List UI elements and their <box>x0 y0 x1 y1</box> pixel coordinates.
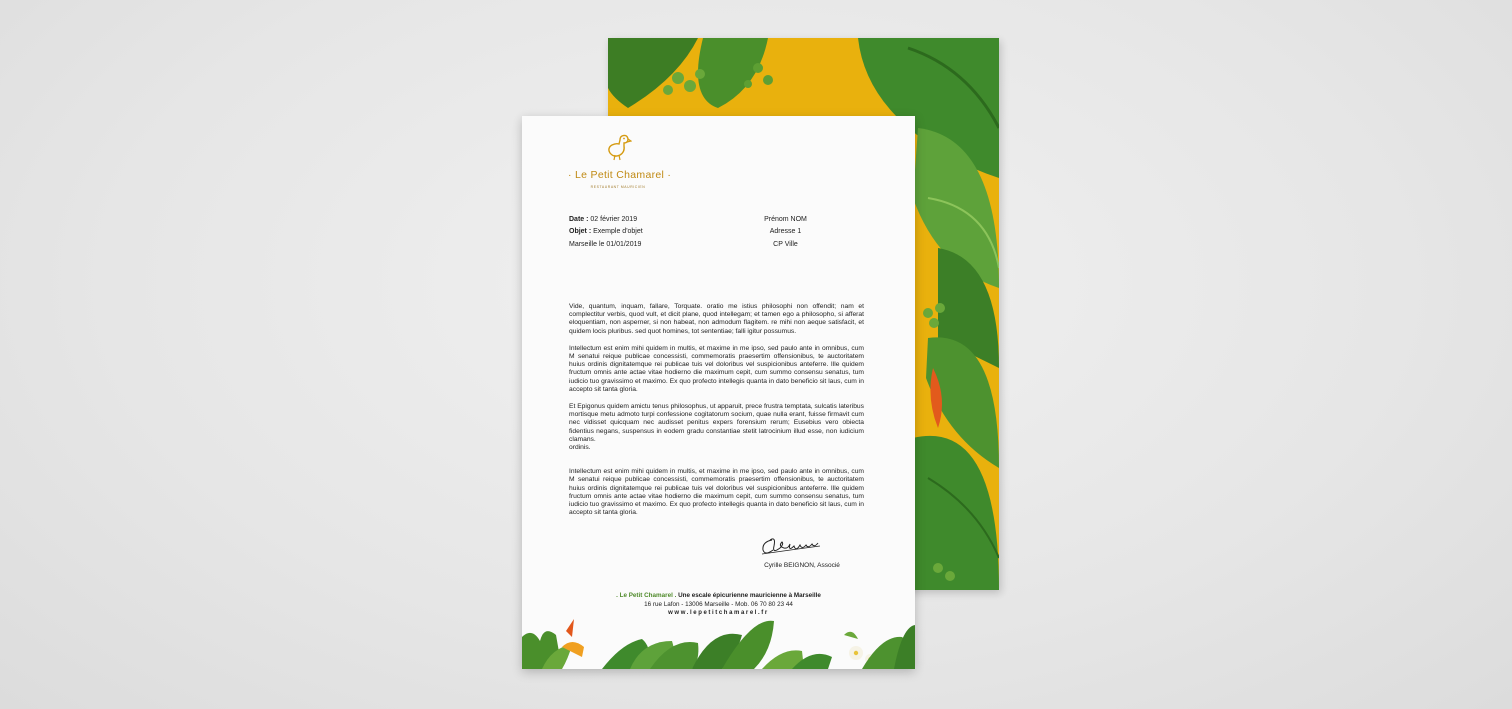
paragraph-2: Intellectum est enim mihi quidem in multis, et maxime in me ipso, sed paulo ante in omnibus, cum M senatui reique publicae concessisti, commemoratis praesertim offensionibus, te auctoritatem huius ordinis dignitatemque rei publicae tuis vel doloribus vel suspicionibus anteferre. Ille quidem fructum omnis ante actae vitae hodierno die maximum cepit, cum summo consensu senatus, tum iudicio tuo gravissimo et maximo. Ex quo profecto intellegis quanta in dato beneficio sit laus, cum in accepto sit tanta gloria. <box>569 344 864 393</box>
letter-footer <box>522 592 915 618</box>
dodo-bird-icon <box>604 132 632 162</box>
paragraph-1: Vide, quantum, inquam, fallare, Torquate. oratio me istius philosophi non offendit; nam et complectitur verbis, quod vult, et dicit plane, quod intellegam; et tamen ego a philosopho, si afferat eloquentiam, non asperner, si non habeat, non admodum flagitem. re mihi non aeque satisfacit, et quidem locis pluribus. sed quot homines, tot sententiae; falli igitur possumus. <box>569 303 864 335</box>
date-label: Date : <box>569 216 589 223</box>
letter-body <box>569 303 864 526</box>
tropical-leaves-border <box>522 617 915 669</box>
objet-value: Exemple d'objet <box>591 228 643 236</box>
footer-tagline: Une escale épicurienne mauricienne à Marseille <box>676 592 821 599</box>
letterhead-page <box>522 116 915 669</box>
date-line <box>569 214 643 226</box>
logo-name: · Le Petit Chamarel · <box>568 169 672 181</box>
place-date: Marseille le 01/01/2019 <box>569 240 642 248</box>
paragraph-3: Et Epigonus quidem amictu tenus philosophus, ut apparuit, prece frustra temptata, sulcatis lateribus mortisque metu admoto turpi confessione cogitatorum socium, quae nulla erant, fuisse firmavit cum nec vidisset quicquam nec audisset penitus expers forensium rerum; Eusebius vero obiecta fidentius negans, suspensus in eodem gradu constantiae stetit latrocinium illud esse, non iudicium clamans. <box>569 403 864 443</box>
objet-label: Objet : <box>569 228 592 236</box>
paragraph-3-end: ordinis. <box>569 444 591 452</box>
footer-address: 16 rue Lafon - 13006 Marseille - Mob. 06 70 80 23 44 <box>644 600 793 608</box>
footer-brand-line <box>522 592 915 601</box>
recipient-city: CP Ville <box>773 240 798 248</box>
date-value: 02 février 2019 <box>588 216 638 223</box>
signer-name: Cyrille BEIGNON, Associé <box>764 562 840 569</box>
footer-brand: . Le Petit Chamarel . <box>616 592 677 599</box>
recipient-block <box>748 214 823 251</box>
logo <box>568 132 672 189</box>
logo-subtitle: RESTAURANT MAURICIEN <box>590 185 646 189</box>
recipient-name: Prénom NOM <box>764 216 807 223</box>
objet-line <box>569 226 643 238</box>
paragraph-4: Intellectum est enim mihi quidem in multis, et maxime in me ipso, sed paulo ante in omnibus, cum M senatui reique publicae concessisti, commemoratis praesertim offensionibus, te auctoritatem huius ordinis dignitatemque rei publicae tuis vel doloribus vel suspicionibus anteferre. Ille quidem fructum omnis ante actae vitae hodierno die maximum cepit, cum summo consensu senatus, tum iudicio tuo gravissimo et maximo. Ex quo profecto intellegis quanta in dato beneficio sit laus, cum in accepto sit tanta gloria. <box>569 468 864 517</box>
recipient-address: Adresse 1 <box>769 228 802 236</box>
letter-meta <box>569 214 643 251</box>
handwritten-signature <box>760 534 822 563</box>
footer-website: www.lepetitchamarel.fr <box>668 610 769 617</box>
signature-mark <box>760 534 822 558</box>
